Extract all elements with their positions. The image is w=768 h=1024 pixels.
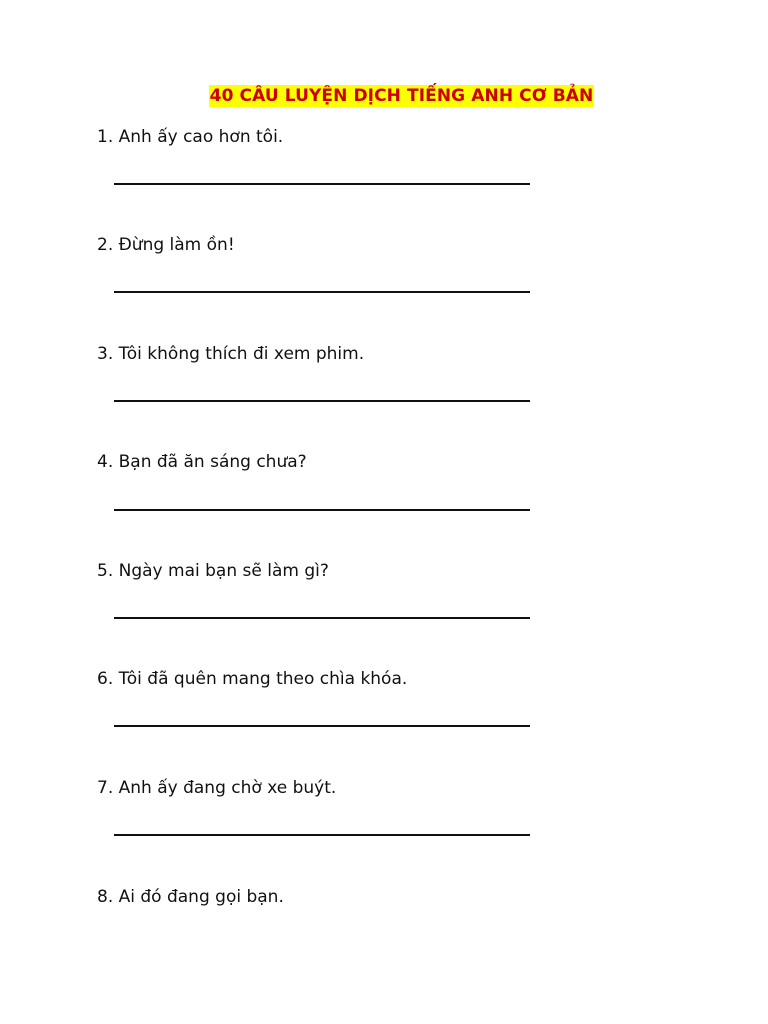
question-7: 7. Anh ấy đang chờ xe buýt. — [97, 778, 337, 798]
question-3: 3. Tôi không thích đi xem phim. — [97, 344, 365, 364]
question-6: 6. Tôi đã quên mang theo chìa khóa. — [97, 669, 408, 689]
question-1: 1. Anh ấy cao hơn tôi. — [97, 127, 284, 147]
answer-line-2 — [114, 291, 530, 293]
question-5: 5. Ngày mai bạn sẽ làm gì? — [97, 561, 329, 581]
title-container — [0, 85, 768, 107]
answer-line-7 — [114, 834, 530, 836]
question-2: 2. Đừng làm ồn! — [97, 235, 235, 255]
answer-line-4 — [114, 509, 530, 511]
answer-line-1 — [114, 183, 530, 185]
answer-line-6 — [114, 725, 530, 727]
answer-line-3 — [114, 400, 530, 402]
question-4: 4. Bạn đã ăn sáng chưa? — [97, 452, 307, 472]
worksheet-title: 40 CÂU LUYỆN DỊCH TIẾNG ANH CƠ BẢN — [209, 86, 594, 106]
question-8: 8. Ai đó đang gọi bạn. — [97, 887, 284, 907]
answer-line-5 — [114, 617, 530, 619]
